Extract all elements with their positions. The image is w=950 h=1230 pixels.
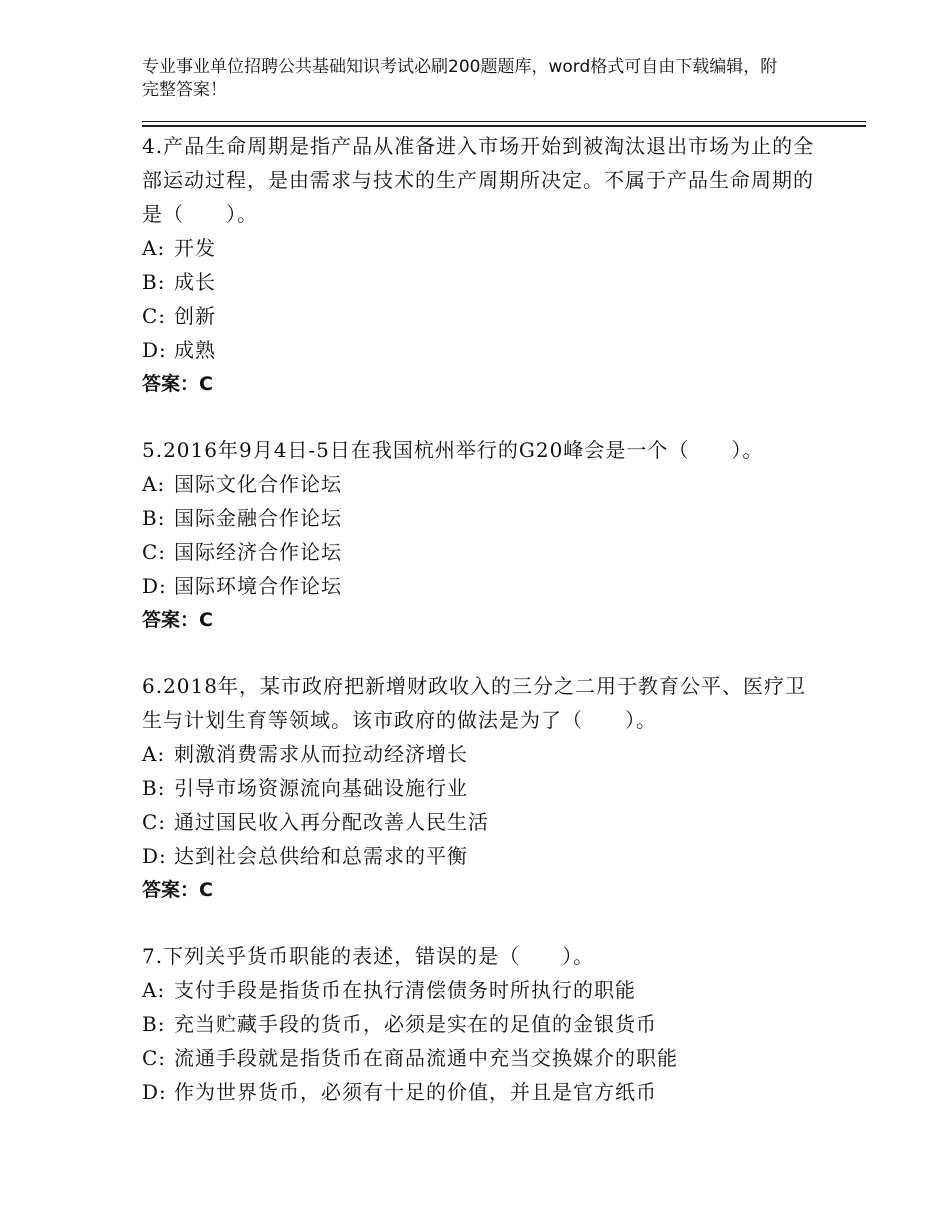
option-d (142, 569, 822, 603)
option-key: C: (142, 1046, 167, 1070)
option-text: 国际环境合作论坛 (174, 574, 342, 598)
question-text: 4.产品生命周期是指产品从准备进入市场开始到被淘汰退出市场为止的全部运动过程，是由需求与技术的生产周期所决定。不属于产品生命周期的是（ ）。 (142, 134, 815, 226)
option-key: D: (142, 844, 167, 868)
header-divider-thick (142, 125, 866, 127)
answer-line: 答案：C (142, 879, 213, 901)
option-text: 创新 (174, 304, 216, 328)
option-a (142, 737, 822, 771)
option-text: 国际金融合作论坛 (174, 506, 342, 530)
option-key: D: (142, 574, 167, 598)
option-c (142, 299, 822, 333)
option-d (142, 333, 822, 367)
option-text: 国际文化合作论坛 (174, 472, 342, 496)
header-divider-thin (142, 121, 866, 122)
option-c (142, 805, 822, 839)
option-text: 引导市场资源流向基础设施行业 (174, 776, 468, 800)
option-key: A: (142, 742, 166, 766)
question-text: 7.下列关乎货币职能的表述，错误的是（ ）。 (142, 944, 595, 968)
question-item (142, 433, 822, 637)
option-key: D: (142, 338, 167, 362)
question-text: 6.2018年，某市政府把新增财政收入的三分之二用于教育公平、医疗卫生与计划生育等领域。该市政府的做法是为了（ ）。 (142, 674, 806, 732)
option-key: B: (142, 506, 166, 530)
option-text: 国际经济合作论坛 (174, 540, 342, 564)
option-key: B: (142, 776, 166, 800)
question-item (142, 939, 822, 1109)
option-text: 刺激消费需求从而拉动经济增长 (174, 742, 468, 766)
option-b (142, 265, 822, 299)
option-text: 成长 (174, 270, 216, 294)
option-key: A: (142, 472, 166, 496)
answer-line: 答案：C (142, 609, 213, 631)
option-text: 开发 (174, 236, 216, 260)
option-d (142, 1075, 822, 1109)
option-a (142, 973, 822, 1007)
option-text: 通过国民收入再分配改善人民生活 (174, 810, 489, 834)
option-b (142, 771, 822, 805)
option-key: D: (142, 1080, 167, 1104)
option-text: 作为世界货币，必须有十足的价值，并且是官方纸币 (174, 1080, 657, 1104)
option-key: A: (142, 236, 166, 260)
option-a (142, 231, 822, 265)
option-key: C: (142, 810, 167, 834)
option-c (142, 535, 822, 569)
option-key: B: (142, 270, 166, 294)
question-list (142, 129, 822, 1141)
option-text: 支付手段是指货币在执行清偿债务时所执行的职能 (174, 978, 636, 1002)
option-d (142, 839, 822, 873)
answer-line: 答案：C (142, 373, 213, 395)
option-key: C: (142, 304, 167, 328)
option-b (142, 1007, 822, 1041)
option-a (142, 467, 822, 501)
option-c (142, 1041, 822, 1075)
option-key: B: (142, 1012, 166, 1036)
option-b (142, 501, 822, 535)
question-text: 5.2016年9月4日-5日在我国杭州举行的G20峰会是一个（ ）。 (142, 438, 764, 462)
question-item (142, 129, 822, 401)
option-text: 成熟 (174, 338, 216, 362)
option-text: 流通手段就是指货币在商品流通中充当交换媒介的职能 (174, 1046, 678, 1070)
option-key: C: (142, 540, 167, 564)
option-text: 达到社会总供给和总需求的平衡 (174, 844, 468, 868)
question-item (142, 669, 822, 907)
option-text: 充当贮藏手段的货币，必须是实在的足值的金银货币 (174, 1012, 657, 1036)
document-header: 专业事业单位招聘公共基础知识考试必刷200题题库，word格式可自由下载编辑，附完整答案！ (142, 57, 778, 100)
option-key: A: (142, 978, 166, 1002)
